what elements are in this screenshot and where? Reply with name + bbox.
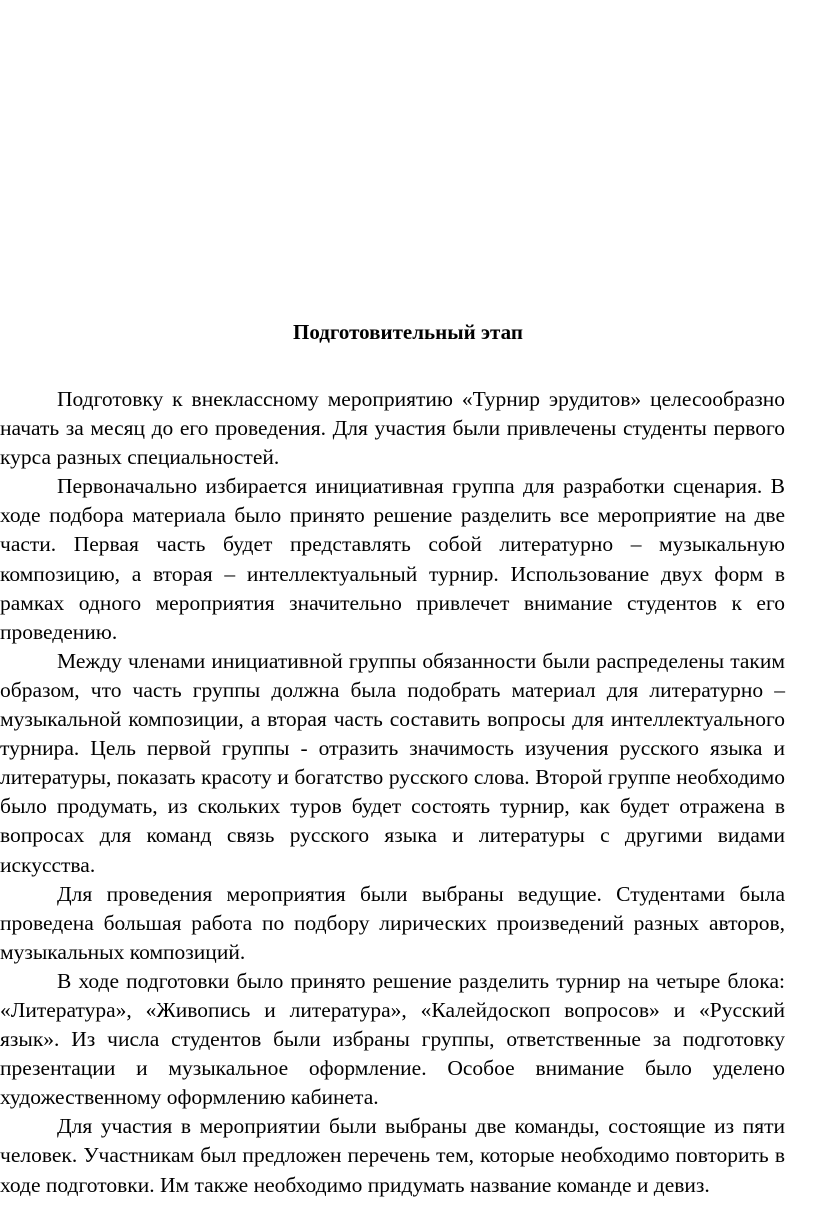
- paragraph-duties: Между членами инициативной группы обязанности были распределены таким образом, что часть группы должна была подобрать материал для литературно – музыкальной композиции, а вторая часть составить вопросы для интеллектуального турнира. Цель первой группы - отразить значимость изучения русского языка и литературы, показать красоту и богатство русского слова. Второй группе необходимо было продумать, из скольких туров будет состоять турнир, как будет отражена в вопросах для команд связь русского языка и литературы с другими видами искусства.: [0, 648, 785, 877]
- paragraph-tournament-blocks: В ходе подготовки было принято решение разделить турнир на четыре блока: «Литература», «Живопись и литература», «Калейдоскоп вопросов» и «Русский язык». Из числа студентов были избраны группы, ответственные за подготовку презентации и музыкальное оформление. Особое внимание было уделено художественному оформлению кабинета.: [0, 968, 785, 1110]
- paragraph-teams: Для участия в мероприятии были выбраны две команды, состоящие из пяти человек. Участникам был предложен перечень тем, которые необходимо повторить в ходе подготовки. Им также необходимо придумать название команде и девиз.: [0, 1114, 785, 1197]
- paragraph-preparation-start: Подготовку к внеклассному мероприятию «Турнир эрудитов» целесообразно начать за месяц до его проведения. Для участия были привлечены студенты первого курса разных специальностей.: [0, 387, 785, 470]
- paragraph-hosts: Для проведения мероприятия были выбраны ведущие. Студентами была проведена большая работа по подбору лирических произведений разных авторов, музыкальных композиций.: [0, 881, 785, 964]
- section-title: Подготовительный этап: [293, 320, 523, 344]
- document-body: [0, 385, 785, 1200]
- paragraph-initiative-group: Первоначально избирается инициативная группа для разработки сценария. В ходе подбора материала было принято решение разделить все мероприятие на две части. Первая часть будет представлять собой литературно – музыкальную композицию, а вторая – интеллектуальный турнир. Использование двух форм в рамках одного мероприятия значительно привлечет внимание студентов к его проведению.: [0, 474, 785, 644]
